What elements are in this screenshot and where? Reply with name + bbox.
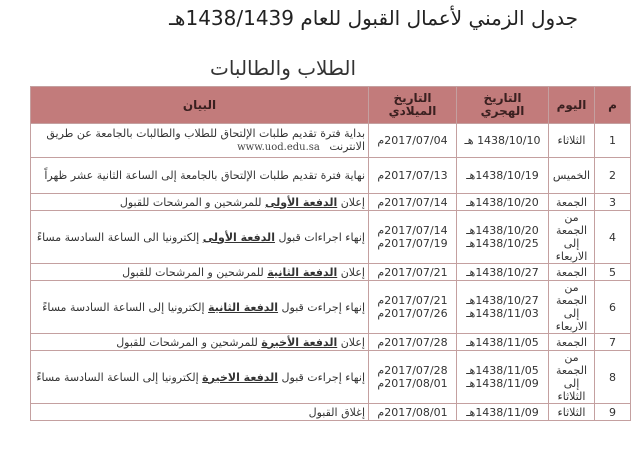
row-hijri-date — [457, 211, 549, 264]
statement-text: إنهاء اجراءات قبول — [274, 230, 365, 244]
row-gregorian-date — [369, 334, 457, 351]
header-hijri-date: التاريخ الهجري — [457, 87, 549, 124]
row-day: الجمعة — [549, 264, 595, 281]
row-gregorian-date — [369, 211, 457, 264]
row-number: 3 — [595, 194, 631, 211]
batch-highlight: الدفعة الأولى — [202, 230, 275, 244]
row-hijri-date — [457, 158, 549, 194]
hijri-date-value: 1438/11/03هـ — [466, 307, 539, 320]
header-number: م — [595, 87, 631, 124]
row-day: الخميس — [549, 158, 595, 194]
table-row — [31, 124, 631, 158]
hijri-date-value: 1438/11/09هـ — [466, 377, 539, 390]
header-gregorian-date: التاريخ الميلادي — [369, 87, 457, 124]
statement-text: للمرشحين و المرشحات للقبول — [122, 265, 268, 279]
statement-text: إلكترونيا الى الساعة السادسة مساءً — [36, 230, 203, 244]
row-statement — [31, 211, 369, 264]
gregorian-date-value: 2017/07/28م — [377, 335, 448, 349]
row-number: 8 — [595, 351, 631, 404]
statement-text: إلكترونيا إلى الساعة السادسة مساءً — [36, 370, 203, 384]
row-statement — [31, 281, 369, 334]
row-hijri-date — [457, 124, 549, 158]
row-statement — [31, 158, 369, 194]
row-hijri-date — [457, 194, 549, 211]
table-row — [31, 211, 631, 264]
row-day: من الجمعة إلى الثلاثاء — [549, 351, 595, 404]
row-hijri-date — [457, 351, 549, 404]
row-statement — [31, 351, 369, 404]
row-gregorian-date — [369, 351, 457, 404]
gregorian-date-value: 2017/07/14م — [377, 224, 448, 237]
gregorian-date-value: 2017/07/21م — [377, 294, 448, 307]
row-statement — [31, 124, 369, 158]
page-subtitle: الطلاب والطالبات — [210, 56, 357, 80]
page-title: جدول الزمني لأعمال القبول للعام 1438/1439هـ — [169, 6, 578, 30]
gregorian-date-value: 2017/08/01م — [377, 405, 448, 419]
table-row — [31, 264, 631, 281]
row-number: 2 — [595, 158, 631, 194]
batch-highlight: الدفعة الأخيرة — [261, 335, 338, 349]
statement-text: نهاية فترة تقديم طلبات الإلتحاق بالجامعة إلى الساعة الثانية عشر ظهراً — [44, 169, 365, 182]
gregorian-date-value: 2017/07/28م — [377, 364, 448, 377]
table-header-row — [31, 87, 631, 124]
hijri-date-value: 1438/11/09هـ — [466, 405, 539, 419]
batch-highlight: الدفعة الأولى — [265, 195, 338, 209]
statement-text: إغلاق القبول — [308, 405, 365, 419]
table-row — [31, 158, 631, 194]
website-link[interactable]: www.uod.edu.sa — [237, 142, 320, 153]
row-day: الثلاثاء — [549, 124, 595, 158]
row-hijri-date — [457, 334, 549, 351]
row-gregorian-date — [369, 158, 457, 194]
hijri-date-value: 1438/11/05هـ — [466, 335, 539, 349]
gregorian-date-value: 2017/08/01م — [377, 377, 448, 390]
row-number: 4 — [595, 211, 631, 264]
statement-text: بداية فترة تقديم طلبات الإلتحاق للطلاب والطالبات بالجامعة عن طريق الانترنت — [46, 127, 365, 153]
row-day: من الجمعة إلى الاربعاء — [549, 211, 595, 264]
row-gregorian-date — [369, 124, 457, 158]
row-statement — [31, 334, 369, 351]
statement-text: إعلان — [337, 265, 365, 279]
gregorian-date-value: 2017/07/13م — [377, 169, 448, 182]
gregorian-date-value: 2017/07/14م — [377, 195, 448, 209]
row-day: من الجمعة إلى الاربعاء — [549, 281, 595, 334]
row-number: 1 — [595, 124, 631, 158]
hijri-date-value: 1438/10/20هـ — [466, 195, 539, 209]
header-day: اليوم — [549, 87, 595, 124]
gregorian-date-value: 2017/07/19م — [377, 237, 448, 250]
table-row — [31, 281, 631, 334]
hijri-date-value: 1438/10/27هـ — [466, 265, 539, 279]
statement-text: إنهاء إجراءت قبول — [278, 300, 365, 314]
statement-text: للمرشحين و المرشحات للقبول — [116, 335, 262, 349]
row-hijri-date — [457, 404, 549, 421]
gregorian-date-value: 2017/07/21م — [377, 265, 448, 279]
statement-text: إعلان — [337, 335, 365, 349]
row-day: الثلاثاء — [549, 404, 595, 421]
row-statement — [31, 194, 369, 211]
table-body — [31, 124, 631, 421]
row-gregorian-date — [369, 281, 457, 334]
row-gregorian-date — [369, 404, 457, 421]
table-row — [31, 334, 631, 351]
batch-highlight: الدفعة الثانية — [208, 300, 279, 314]
gregorian-date-value: 2017/07/04م — [377, 134, 448, 147]
row-statement — [31, 264, 369, 281]
statement-text: إعلان — [337, 195, 365, 209]
table-row — [31, 194, 631, 211]
row-statement — [31, 404, 369, 421]
row-hijri-date — [457, 264, 549, 281]
header-statement: البيان — [31, 87, 369, 124]
hijri-date-value: 1438/10/27هـ — [466, 294, 539, 307]
row-day: الجمعة — [549, 334, 595, 351]
batch-highlight: الدفعة الاخيرة — [202, 370, 279, 384]
gregorian-date-value: 2017/07/26م — [377, 307, 448, 320]
statement-text: إنهاء إجراءت قبول — [278, 370, 365, 384]
row-day: الجمعة — [549, 194, 595, 211]
row-number: 6 — [595, 281, 631, 334]
hijri-date-value: 1438/10/10 هـ — [464, 134, 541, 147]
hijri-date-value: 1438/10/19هـ — [466, 169, 539, 182]
table-row — [31, 404, 631, 421]
table-row — [31, 351, 631, 404]
batch-highlight: الدفعة الثانية — [267, 265, 338, 279]
admission-schedule-table — [30, 86, 631, 421]
statement-text: إلكترونيا إلى الساعة السادسة مساءً — [42, 300, 209, 314]
row-number: 9 — [595, 404, 631, 421]
hijri-date-value: 1438/10/25هـ — [466, 237, 539, 250]
row-number: 7 — [595, 334, 631, 351]
statement-text: للمرشحين و المرشحات للقبول — [119, 195, 265, 209]
hijri-date-value: 1438/11/05هـ — [466, 364, 539, 377]
row-number: 5 — [595, 264, 631, 281]
row-gregorian-date — [369, 194, 457, 211]
hijri-date-value: 1438/10/20هـ — [466, 224, 539, 237]
row-gregorian-date — [369, 264, 457, 281]
row-hijri-date — [457, 281, 549, 334]
